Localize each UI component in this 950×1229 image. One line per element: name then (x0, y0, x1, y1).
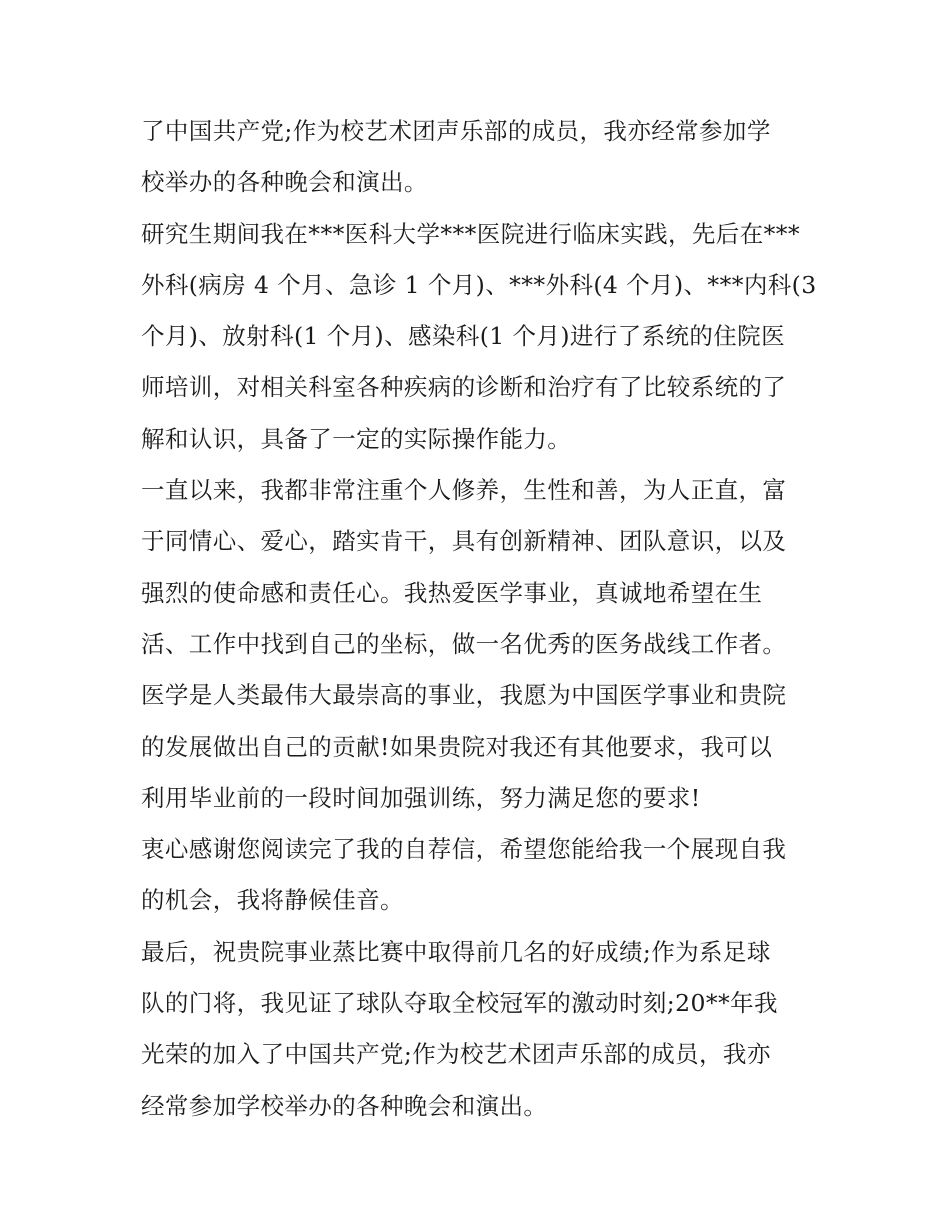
text-line: 最后，祝贵院事业蒸比赛中取得前几名的好成绩;作为系足球 (141, 937, 771, 966)
paragraph (141, 465, 821, 670)
text-line: 于同情心、爱心，踏实肯干，具有创新精神、团队意识，以及 (141, 527, 787, 556)
text-line: 强烈的使命感和责任心。我热爱医学事业，真诚地希望在生 (141, 578, 763, 607)
text-line: 个月)、放射科(1 个月)、感染科(1 个月)进行了系统的住院医 (141, 322, 785, 351)
text-line: 活、工作中找到自己的坐标，做一名优秀的医务战线工作者。 (141, 629, 787, 658)
text-line: 解和认识，具备了一定的实际操作能力。 (141, 424, 572, 453)
text-line: 研究生期间我在***医科大学***医院进行临床实践，先后在*** (141, 219, 801, 248)
paragraph (141, 106, 821, 209)
document-body (141, 106, 821, 1132)
text-line: 外科(病房 4 个月、急诊 1 个月)、***外科(4 个月)、***内科(3 (141, 270, 817, 299)
text-line: 了中国共产党;作为校艺术团声乐部的成员，我亦经常参加学 (141, 117, 771, 145)
paragraph (141, 927, 821, 1132)
text-line: 队的门将，我见证了球队夺取全校冠军的激动时刻;20**年我 (141, 989, 778, 1018)
text-line: 医学是人类最伟大最崇高的事业，我愿为中国医学事业和贵院 (141, 681, 787, 710)
paragraph (141, 209, 821, 465)
text-line: 的发展做出自己的贡献!如果贵院对我还有其他要求，我可以 (141, 732, 773, 761)
text-line: 经常参加学校举办的各种晚会和演出。 (141, 1091, 548, 1120)
paragraph (141, 824, 821, 927)
paragraph (141, 670, 821, 824)
text-line: 的机会，我将静候佳音。 (141, 886, 404, 915)
text-line: 一直以来，我都非常注重个人修养，生性和善，为人正直，富 (141, 476, 787, 505)
text-line: 校举办的各种晚会和演出。 (141, 168, 428, 197)
text-line: 衷心感谢您阅读完了我的自荐信，希望您能给我一个展现自我 (141, 835, 787, 864)
text-line: 利用毕业前的一段时间加强训练，努力满足您的要求! (141, 783, 701, 812)
text-line: 师培训，对相关科室各种疾病的诊断和治疗有了比较系统的了 (141, 373, 787, 402)
text-line: 光荣的加入了中国共产党;作为校艺术团声乐部的成员，我亦 (141, 1040, 771, 1069)
